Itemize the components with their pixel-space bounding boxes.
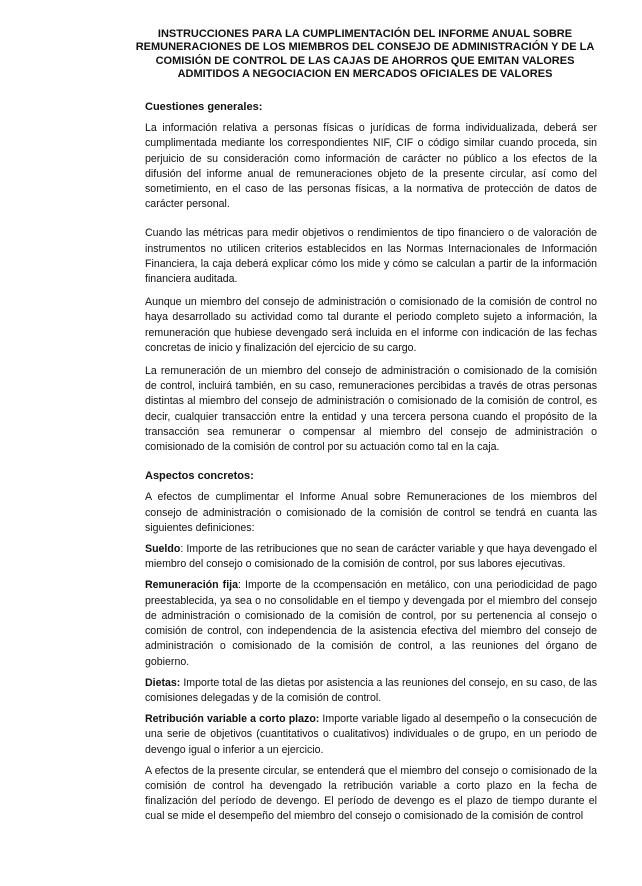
section-heading-general: Cuestiones generales: [145, 101, 263, 113]
paragraph: La información relativa a personas físicas o jurídicas de forma individualizada, deberá ser cumplimentada mediante los correspondientes NIF, CIF o código similar cuando proceda, sin perjuicio de su consideración como información de carácter no público a los efectos de la difusión del informe anual de remuneraciones objeto de la presente circular, así como del sometimiento, en el caso de las personas físicas, a la normativa de protección de datos de carácter personal. [145, 122, 597, 211]
definition-separator: : [180, 543, 184, 556]
paragraph: Aunque un miembro del consejo de administración o comisionado de la comisión de control no haya desarrollado su actividad como tal durante el periodo completo sujeto a información, la remuneración que hubiese devengado será incluida en el informe con indicación de las fechas concretas de inicio y finalización del ejercicio de su cargo. [145, 296, 597, 354]
definition-text: Importe total de las dietas por asistencia a las reuniones del consejo, en su caso, de las comisiones delegadas y de la comisión de control. [145, 676, 597, 704]
definition-text: Importe variable ligado al desempeño o la consecución de una serie de objetivos (cuantitativos o cualitativos) individuales o de grupo, en un periodo de devengo igual o inferior a un ejercicio. [145, 713, 597, 756]
paragraph: A efectos de la presente circular, se entenderá que el miembro del consejo o comisionado de la comisión de control ha devengado la retribución variable a corto plazo en la fecha de finalización del período de devengo. El período de devengo es el plazo de tiempo durante el cual se mide el desempeño del miembro del consejo o comisionado de la comisión de control [145, 764, 597, 823]
definition-term: Remuneración fija [145, 579, 238, 592]
section-heading-specific: Aspectos concretos: [145, 470, 254, 483]
paragraph: A efectos de cumplimentar el Informe Anual sobre Remuneraciones de los miembros del consejo de administración o comisionado de la comisión de control se tendrá en cuanta las siguientes definiciones: [145, 491, 597, 534]
definition-term: Retribución variable a corto plazo: [145, 713, 320, 726]
paragraph: Cuando las métricas para medir objetivos o rendimientos de tipo financiero o de valoración de instrumentos no utilicen criterios establecidos en las Normas Internacionales de Información Financiera, la caja deberá explicar cómo los mide y cómo se calculan a partir de la información financiera auditada. [145, 227, 597, 286]
definition-text: Importe de las retribuciones que no sean de carácter variable y que haya devengado el miembro del consejo o comisionado de la comisión de control, por sus labores ejecutivas. [145, 543, 597, 571]
definition-sueldo [145, 542, 597, 572]
paragraph: La remuneración de un miembro del consejo de administración o comisionado de la comisión de control, incluirá también, en su caso, remuneraciones percibidas a través de otras personas distintas al miembro del consejo de administración o comisionado de la comisión de control, es decir, cualquier transacción entre la entidad y una tercera persona cuando el propósito de la transacción sea remunerar o compensar al miembro del consejo de administración o comisionado de la comisión de control por su actuación como tal en la caja. [145, 365, 597, 454]
definition-dietas [145, 676, 597, 706]
document-body [145, 100, 597, 825]
definition-text: Importe de la ccompensación en metálico, con una periodicidad de pago preestablecida, ya sea o no consolidable en el tiempo y devengada por el miembro del consejo de administración o comisionado de la comisión de control, por su pertenencia al consejo o comisión de control, con independencia de la asistencia efectiva del miembro del consejo de administración o comisionado de la comisión de control, a las reuniones del órgano de gobierno. [145, 579, 597, 668]
definition-retribucion-variable [145, 712, 597, 758]
definition-term: Dietas: [145, 676, 181, 689]
definition-term: Sueldo [145, 543, 181, 556]
definition-remuneracion-fija [145, 578, 597, 669]
definition-separator: : [238, 579, 241, 592]
document-title: INSTRUCCIONES PARA LA CUMPLIMENTACIÓN DEL INFORME ANUAL SOBRE REMUNERACIONES DE LOS MIEMBROS DEL CONSEJO DE ADMINISTRACIÓN Y DE LA COMISIÓN DE CONTROL DE LAS CAJAS DE AHORROS QUE EMITAN VALORES ADMITIDOS A NEGOCIACION EN MERCADOS OFICIALES DE VALORES [135, 28, 595, 81]
